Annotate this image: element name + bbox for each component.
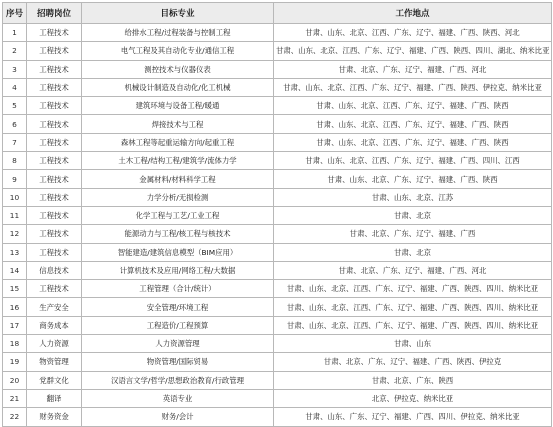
row-position: 工程技术: [27, 60, 82, 78]
table-row: [3, 24, 552, 42]
row-location: 甘肃、山东、北京、江西、广东、辽宁、福建、广西、陕西: [274, 115, 552, 133]
table-row: [3, 408, 552, 426]
row-index: 17: [3, 316, 27, 334]
row-location: 甘肃、山东、北京、江西、广东、辽宁、福建、广西、陕西、四川、纳米比亚: [274, 280, 552, 298]
table-row: [3, 335, 552, 353]
row-position: 信息技术: [27, 261, 82, 279]
table-row: [3, 206, 552, 224]
row-major: 力学分析/无损检测: [82, 188, 274, 206]
table-row: [3, 298, 552, 316]
row-location: 甘肃、山东、北京、江苏: [274, 188, 552, 206]
row-location: 甘肃、山东、北京、江西、广东、辽宁、福建、广西、陕西、四川、纳米比亚: [274, 298, 552, 316]
row-major: 给排水工程/过程装备与控制工程: [82, 24, 274, 42]
row-index: 16: [3, 298, 27, 316]
header-location: 工作地点: [274, 3, 552, 24]
row-index: 15: [3, 280, 27, 298]
row-major: 汉语言文学/哲学/思想政治教育/行政管理: [82, 371, 274, 389]
table-row: [3, 170, 552, 188]
row-location: 甘肃、北京、广东、辽宁、福建、广西、陕西、伊拉克: [274, 353, 552, 371]
row-index: 22: [3, 408, 27, 426]
row-position: 工程技术: [27, 152, 82, 170]
row-position: 工程技术: [27, 97, 82, 115]
table-row: [3, 261, 552, 279]
table-row: [3, 115, 552, 133]
table-row: [3, 225, 552, 243]
row-major: 财务/会计: [82, 408, 274, 426]
table-row: [3, 78, 552, 96]
row-index: 7: [3, 133, 27, 151]
table-header-row: [3, 3, 552, 24]
row-major: 测控技术与仪器仪表: [82, 60, 274, 78]
row-index: 6: [3, 115, 27, 133]
row-position: 生产安全: [27, 298, 82, 316]
row-location: 甘肃、山东、北京、江西、广东、辽宁、福建、广西、四川、江西: [274, 152, 552, 170]
row-position: 工程技术: [27, 280, 82, 298]
table-row: [3, 371, 552, 389]
row-location: 甘肃、山东、北京、江西、广东、辽宁、福建、广西、陕西、四川、湖北、纳米比亚: [274, 42, 552, 60]
row-index: 9: [3, 170, 27, 188]
row-location: 甘肃、山东、北京、江西、广东、辽宁、福建、广西、陕西、伊拉克、纳米比亚: [274, 78, 552, 96]
row-location: 甘肃、山东、北京、江西、广东、辽宁、福建、广西、陕西: [274, 133, 552, 151]
row-position: 商务成本: [27, 316, 82, 334]
row-position: 工程技术: [27, 78, 82, 96]
row-position: 工程技术: [27, 225, 82, 243]
table-row: [3, 133, 552, 151]
table-row: [3, 188, 552, 206]
row-location: 甘肃、北京: [274, 243, 552, 261]
row-index: 21: [3, 389, 27, 407]
row-position: 工程技术: [27, 243, 82, 261]
row-position: 工程技术: [27, 115, 82, 133]
recruitment-table: [2, 2, 552, 427]
row-index: 19: [3, 353, 27, 371]
row-major: 计算机技术及应用/网络工程/大数据: [82, 261, 274, 279]
table-row: [3, 280, 552, 298]
table-row: [3, 42, 552, 60]
row-index: 10: [3, 188, 27, 206]
row-major: 物资管理/国际贸易: [82, 353, 274, 371]
row-position: 翻译: [27, 389, 82, 407]
row-index: 12: [3, 225, 27, 243]
row-index: 14: [3, 261, 27, 279]
row-major: 焊接技术与工程: [82, 115, 274, 133]
header-major: 目标专业: [82, 3, 274, 24]
row-index: 8: [3, 152, 27, 170]
row-index: 5: [3, 97, 27, 115]
row-position: 工程技术: [27, 188, 82, 206]
row-position: 工程技术: [27, 133, 82, 151]
row-position: 工程技术: [27, 170, 82, 188]
table-row: [3, 152, 552, 170]
row-major: 工程管理（合计/统计）: [82, 280, 274, 298]
row-position: 工程技术: [27, 42, 82, 60]
row-index: 18: [3, 335, 27, 353]
row-index: 4: [3, 78, 27, 96]
row-major: 化学工程与工艺/工业工程: [82, 206, 274, 224]
row-major: 土木工程/结构工程/建筑学/流体力学: [82, 152, 274, 170]
row-location: 甘肃、山东、北京、江西、广东、辽宁、福建、广西、陕西: [274, 97, 552, 115]
row-location: 甘肃、北京、广东、辽宁、福建、广西、河北: [274, 261, 552, 279]
row-index: 2: [3, 42, 27, 60]
row-location: 北京、伊拉克、纳米比亚: [274, 389, 552, 407]
row-index: 1: [3, 24, 27, 42]
table-row: [3, 316, 552, 334]
row-position: 人力资源: [27, 335, 82, 353]
row-position: 工程技术: [27, 24, 82, 42]
row-major: 电气工程及其自动化专业/通信工程: [82, 42, 274, 60]
row-location: 甘肃、山东、北京、广东、辽宁、福建、广西、陕西: [274, 170, 552, 188]
row-major: 智能建造/建筑信息模型（BIM应用）: [82, 243, 274, 261]
table-row: [3, 60, 552, 78]
row-location: 甘肃、山东、北京、江西、广东、辽宁、福建、广西、陕西、四川、纳米比亚: [274, 316, 552, 334]
row-position: 党群文化: [27, 371, 82, 389]
row-location: 甘肃、山东、北京、江西、广东、辽宁、福建、广西、陕西、河北: [274, 24, 552, 42]
row-major: 森林工程等起重运输方向/起重工程: [82, 133, 274, 151]
row-location: 甘肃、北京: [274, 206, 552, 224]
row-index: 11: [3, 206, 27, 224]
row-major: 机械设计制造及自动化/化工机械: [82, 78, 274, 96]
table-row: [3, 353, 552, 371]
row-major: 建筑环境与设备工程/暖通: [82, 97, 274, 115]
row-major: 金属材料/材料科学工程: [82, 170, 274, 188]
row-location: 甘肃、北京、广东、辽宁、福建、广西: [274, 225, 552, 243]
row-index: 13: [3, 243, 27, 261]
table-row: [3, 243, 552, 261]
row-index: 3: [3, 60, 27, 78]
row-location: 甘肃、山东: [274, 335, 552, 353]
row-position: 物资管理: [27, 353, 82, 371]
row-major: 人力资源管理: [82, 335, 274, 353]
table-row: [3, 97, 552, 115]
row-location: 甘肃、北京、广东、辽宁、福建、广西、河北: [274, 60, 552, 78]
row-major: 英语专业: [82, 389, 274, 407]
row-location: 甘肃、山东、广东、辽宁、福建、广西、四川、伊拉克、纳米比亚: [274, 408, 552, 426]
header-index: 序号: [3, 3, 27, 24]
table-row: [3, 389, 552, 407]
row-position: 财务资金: [27, 408, 82, 426]
row-major: 安全管理/环境工程: [82, 298, 274, 316]
row-major: 能源动力与工程/核工程与核技术: [82, 225, 274, 243]
row-position: 工程技术: [27, 206, 82, 224]
row-major: 工程造价/工程预算: [82, 316, 274, 334]
row-location: 甘肃、北京、广东、陕西: [274, 371, 552, 389]
header-position: 招聘岗位: [27, 3, 82, 24]
row-index: 20: [3, 371, 27, 389]
